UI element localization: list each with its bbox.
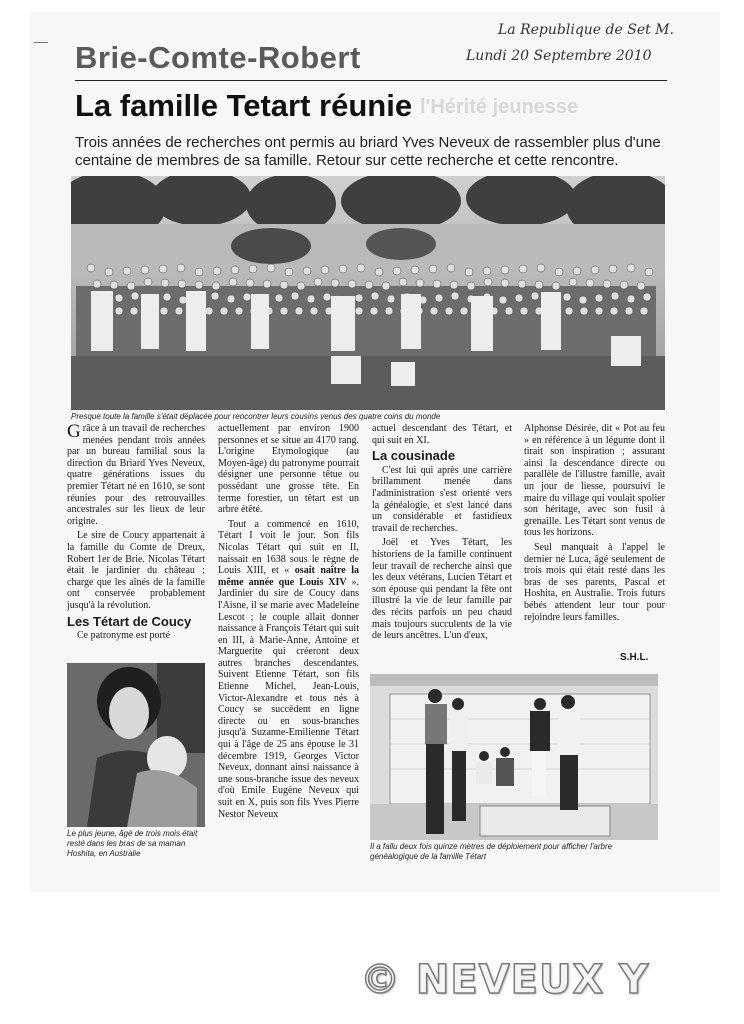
copyright-watermark: © NEVEUX Y xyxy=(360,957,650,1003)
main-photo-caption: Presque toute la famille s'était déplacée pour rencontrer leurs cousins venus des quatre coins du monde xyxy=(71,412,441,421)
author-signature: S.H.L. xyxy=(620,652,649,663)
person-head xyxy=(249,265,257,273)
person-head xyxy=(610,307,618,315)
family-tree-display-photo xyxy=(370,674,658,840)
person-head xyxy=(484,278,492,286)
person-head xyxy=(382,282,390,290)
article-column-4 xyxy=(524,423,665,626)
person-head xyxy=(483,267,491,275)
person-head xyxy=(447,264,455,272)
person-head xyxy=(355,307,363,315)
person-head xyxy=(531,292,539,300)
person-head xyxy=(323,293,331,301)
col4-paragraph-2: Seul manquait à l'appel le dernier né Luca, âgé seulement de trois mois qui était resté dans les bras de ses parents, Pascal et Hoshita, en Australie. Trois futurs bébés attendent leur tour pour rejoindre leurs familles. xyxy=(524,541,665,623)
person-head xyxy=(429,265,437,273)
person-head xyxy=(435,294,443,302)
person-head xyxy=(465,268,473,276)
person-head xyxy=(179,296,187,304)
person-head xyxy=(518,280,526,288)
person-head xyxy=(267,264,275,272)
person-head xyxy=(339,265,347,273)
room-photo-caption: Il a fallu deux fois quinze mètres de déploiement pour afficher l'arbre généalogique de la famille Tétart xyxy=(370,842,613,861)
person-head xyxy=(220,307,228,315)
person-head xyxy=(393,267,401,275)
article-column-3 xyxy=(372,423,512,645)
person-head xyxy=(375,268,383,276)
subhead-tetart-coucy: Les Tétart de Coucy xyxy=(67,613,192,629)
person-head xyxy=(505,307,513,315)
drop-cap: G xyxy=(67,421,81,442)
col4-paragraph-1: Alphonse Désirée, dit « Pot au feu » en référence à un légume dont il tirait son inspiration ; assurant ainsi la descendance directe ou parallèle de l'illustre famille, avait un jour de liesse, poursuivi le maire du village qui voulait spolier son héritage, avec son fusil à grenaille. Les Tétart sont venus de tous les horizons. xyxy=(524,423,665,539)
person-head xyxy=(627,295,635,303)
person-head xyxy=(499,296,507,304)
person-head xyxy=(310,307,318,315)
person-head xyxy=(579,296,587,304)
person-head xyxy=(519,265,527,273)
person-head xyxy=(297,282,305,290)
person-head xyxy=(501,279,509,287)
person-head xyxy=(159,265,167,273)
person-head xyxy=(175,307,183,315)
col3-paragraph-2: C'est lui qui après une carrière brillamment menée dans l'administration s'est orienté vers la généalogie, et s'est lancé dans un considérable et fastidieux travail de recherches. xyxy=(372,464,512,534)
col1-paragraph-2: Le sire de Coucy appartenait à la famille du Comte de Dreux, Robert 1er de Brie. Nicolas Tétart était le jardinier du château ; charge que les aînés de la famille ont conservée probablement jusqu'à la révolution. xyxy=(67,530,205,611)
person-head xyxy=(212,282,220,290)
person-head xyxy=(87,264,95,272)
person-head xyxy=(451,292,459,300)
person-head xyxy=(385,307,393,315)
person-head xyxy=(161,279,169,287)
person-head xyxy=(537,264,545,272)
person-head xyxy=(520,307,528,315)
mother-baby-photo-graphic xyxy=(67,663,205,827)
person-head xyxy=(450,281,458,289)
person-head xyxy=(229,278,237,286)
family-group-photo xyxy=(71,176,665,410)
person-head xyxy=(348,280,356,288)
person-head xyxy=(243,293,251,301)
person-head xyxy=(127,282,135,290)
handwritten-source: La Republique de Set M. xyxy=(498,22,674,38)
person-head xyxy=(586,279,594,287)
person-head xyxy=(285,268,293,276)
person-head xyxy=(445,307,453,315)
person-head xyxy=(105,268,113,276)
person-head xyxy=(565,307,573,315)
person-head xyxy=(144,278,152,286)
person-head xyxy=(246,279,254,287)
person-head xyxy=(433,280,441,288)
person-head xyxy=(321,266,329,274)
person-head xyxy=(399,278,407,286)
person-head xyxy=(177,264,185,272)
person-head xyxy=(643,293,651,301)
person-head xyxy=(163,293,171,301)
baby-photo-caption: Le plus jeune, âgé de trois mois était resté dans les bras de sa maman Hoshita, en Australie xyxy=(67,829,198,858)
person-head xyxy=(387,295,395,303)
person-head xyxy=(591,266,599,274)
person-head xyxy=(195,281,203,289)
person-head xyxy=(627,264,635,272)
person-head xyxy=(213,267,221,275)
person-head xyxy=(637,282,645,290)
person-head xyxy=(275,294,283,302)
family-group-photo-graphic xyxy=(71,176,665,410)
person-head xyxy=(535,281,543,289)
col1-paragraph-1 xyxy=(67,423,205,527)
margin-mark xyxy=(34,42,48,43)
person-head xyxy=(331,279,339,287)
person-head xyxy=(263,280,271,288)
section-rule xyxy=(75,80,667,81)
mother-baby-photo xyxy=(67,663,205,827)
person-head xyxy=(430,307,438,315)
article-lead: Trois années de recherches ont permis au briard Yves Neveux de rassembler plus d'une centaine de membres de sa famille. Retour sur cette recherche et cette rencontre. xyxy=(75,134,661,169)
person-head xyxy=(211,292,219,300)
person-head xyxy=(291,292,299,300)
person-head xyxy=(115,307,123,315)
person-head xyxy=(603,280,611,288)
person-head xyxy=(195,268,203,276)
col2-paragraph-2 xyxy=(218,519,359,820)
col1-paragraph-1-text: râce à un travail de recherches menées pendant trois années par un bureau familial sous la direction du Briard Yves Neveux, quatre générations issues du premier Tétart né en 1610, se sont réunies pour des retrouvailles ancestrales sur les lieux de leur origine. xyxy=(67,423,205,527)
person-head xyxy=(227,295,235,303)
col2-paragraph-1: actuellement par environ 1900 personnes et se situe au 4170 rang. L'origine Etymologique (au Moyen-âge) du patronyme pourrait désigner une personne têtue ou possédant une grosse tête. En terme forestier, un têtart est un arbre étêté. xyxy=(218,423,359,516)
person-head xyxy=(115,294,123,302)
person-head xyxy=(303,267,311,275)
subhead-cousinade: La cousinade xyxy=(372,448,456,464)
person-head xyxy=(280,281,288,289)
col3-paragraph-3: Joël et Yves Tétart, les historiens de la famille continuent leur travail de recherche ainsi que les deux vétérans, Lucien Tétart et son épouse qui pendant la fête ont illustré la vie de leur famille par des récits parfois un peu chaud mais toujours succulents de la vie de leurs ancêtres. L'un d'eux, xyxy=(372,537,512,642)
person-head xyxy=(501,266,509,274)
person-head xyxy=(467,282,475,290)
person-head xyxy=(645,268,653,276)
person-head xyxy=(123,267,131,275)
person-head xyxy=(370,307,378,315)
person-head xyxy=(130,307,138,315)
person-head xyxy=(552,282,560,290)
person-head xyxy=(416,279,424,287)
person-head xyxy=(355,294,363,302)
person-head xyxy=(555,268,563,276)
person-head xyxy=(620,281,628,289)
person-head xyxy=(235,307,243,315)
article-headline: La famille Tetart réunie xyxy=(75,88,413,123)
person-head xyxy=(569,278,577,286)
person-head xyxy=(357,264,365,272)
person-head xyxy=(595,294,603,302)
person-head xyxy=(314,278,322,286)
person-head xyxy=(640,307,648,315)
person-head xyxy=(595,307,603,315)
section-title: Brie-Comte-Robert xyxy=(75,40,361,75)
person-head xyxy=(611,292,619,300)
person-head xyxy=(371,292,379,300)
person-head xyxy=(231,266,239,274)
person-head xyxy=(178,280,186,288)
show-through-text: l'Hérité jeunesse xyxy=(420,96,579,118)
person-head xyxy=(110,281,118,289)
person-head xyxy=(160,307,168,315)
person-head xyxy=(307,295,315,303)
person-head xyxy=(515,294,523,302)
col2-highlight: osait naître la même année que Louis XIV xyxy=(218,565,359,588)
person-head xyxy=(131,292,139,300)
person-head xyxy=(563,293,571,301)
person-head xyxy=(295,307,303,315)
person-head xyxy=(280,307,288,315)
person-head xyxy=(625,307,633,315)
person-head xyxy=(411,266,419,274)
handwritten-date: Lundi 20 Septembre 2010 xyxy=(466,48,652,64)
person-head xyxy=(460,307,468,315)
article-column-2 xyxy=(218,423,359,823)
person-head xyxy=(365,281,373,289)
col2-paragraph-2-end: ». Jardinier du sire de Coucy dans l'Aisne, il se marie avec Madeleine Lescot ; le couple allait donner naissance à François Tétart qui suit en III, à Marie-Anne, Antoine et Marguerite qui créeront deux autres branches descendantes. Suivent Etienne Tétart, son fils Etienne Michel, Jean-Louis, Victor-Alexandre et tous nés à Coucy se succèdent en ligne directe ou en sous-branches jusqu'à Suzanne-Emilienne Tétart qui à l'âge de 25 ans épouse le 31 décembre 1919, Georges Victor Neveux, donnant ainsi naissance à une sous-branche issue des neveux d'où Emile Eugène Neveux qui suit en X, puis son fils Yves Pierre Nestor Neveux xyxy=(218,576,359,820)
person-head xyxy=(573,267,581,275)
family-tree-display-photo-graphic xyxy=(370,674,658,840)
person-head xyxy=(93,280,101,288)
person-head xyxy=(205,307,213,315)
col2-paragraph-2-start: Tout a commencé en 1610, Tétart I voit le jour. Son fils Nicolas Tétart qui suit en II, naissait en 1638 sous le règne de Louis XIII, et « xyxy=(218,518,359,577)
person-head xyxy=(141,266,149,274)
col3-paragraph-1: actuel descendant des Tétart, et qui suit en XI. xyxy=(372,423,512,446)
col1-paragraph-3: Ce patronyme est porté xyxy=(77,630,171,642)
person-head xyxy=(609,265,617,273)
person-head xyxy=(580,307,588,315)
article-column-1 xyxy=(67,423,205,645)
